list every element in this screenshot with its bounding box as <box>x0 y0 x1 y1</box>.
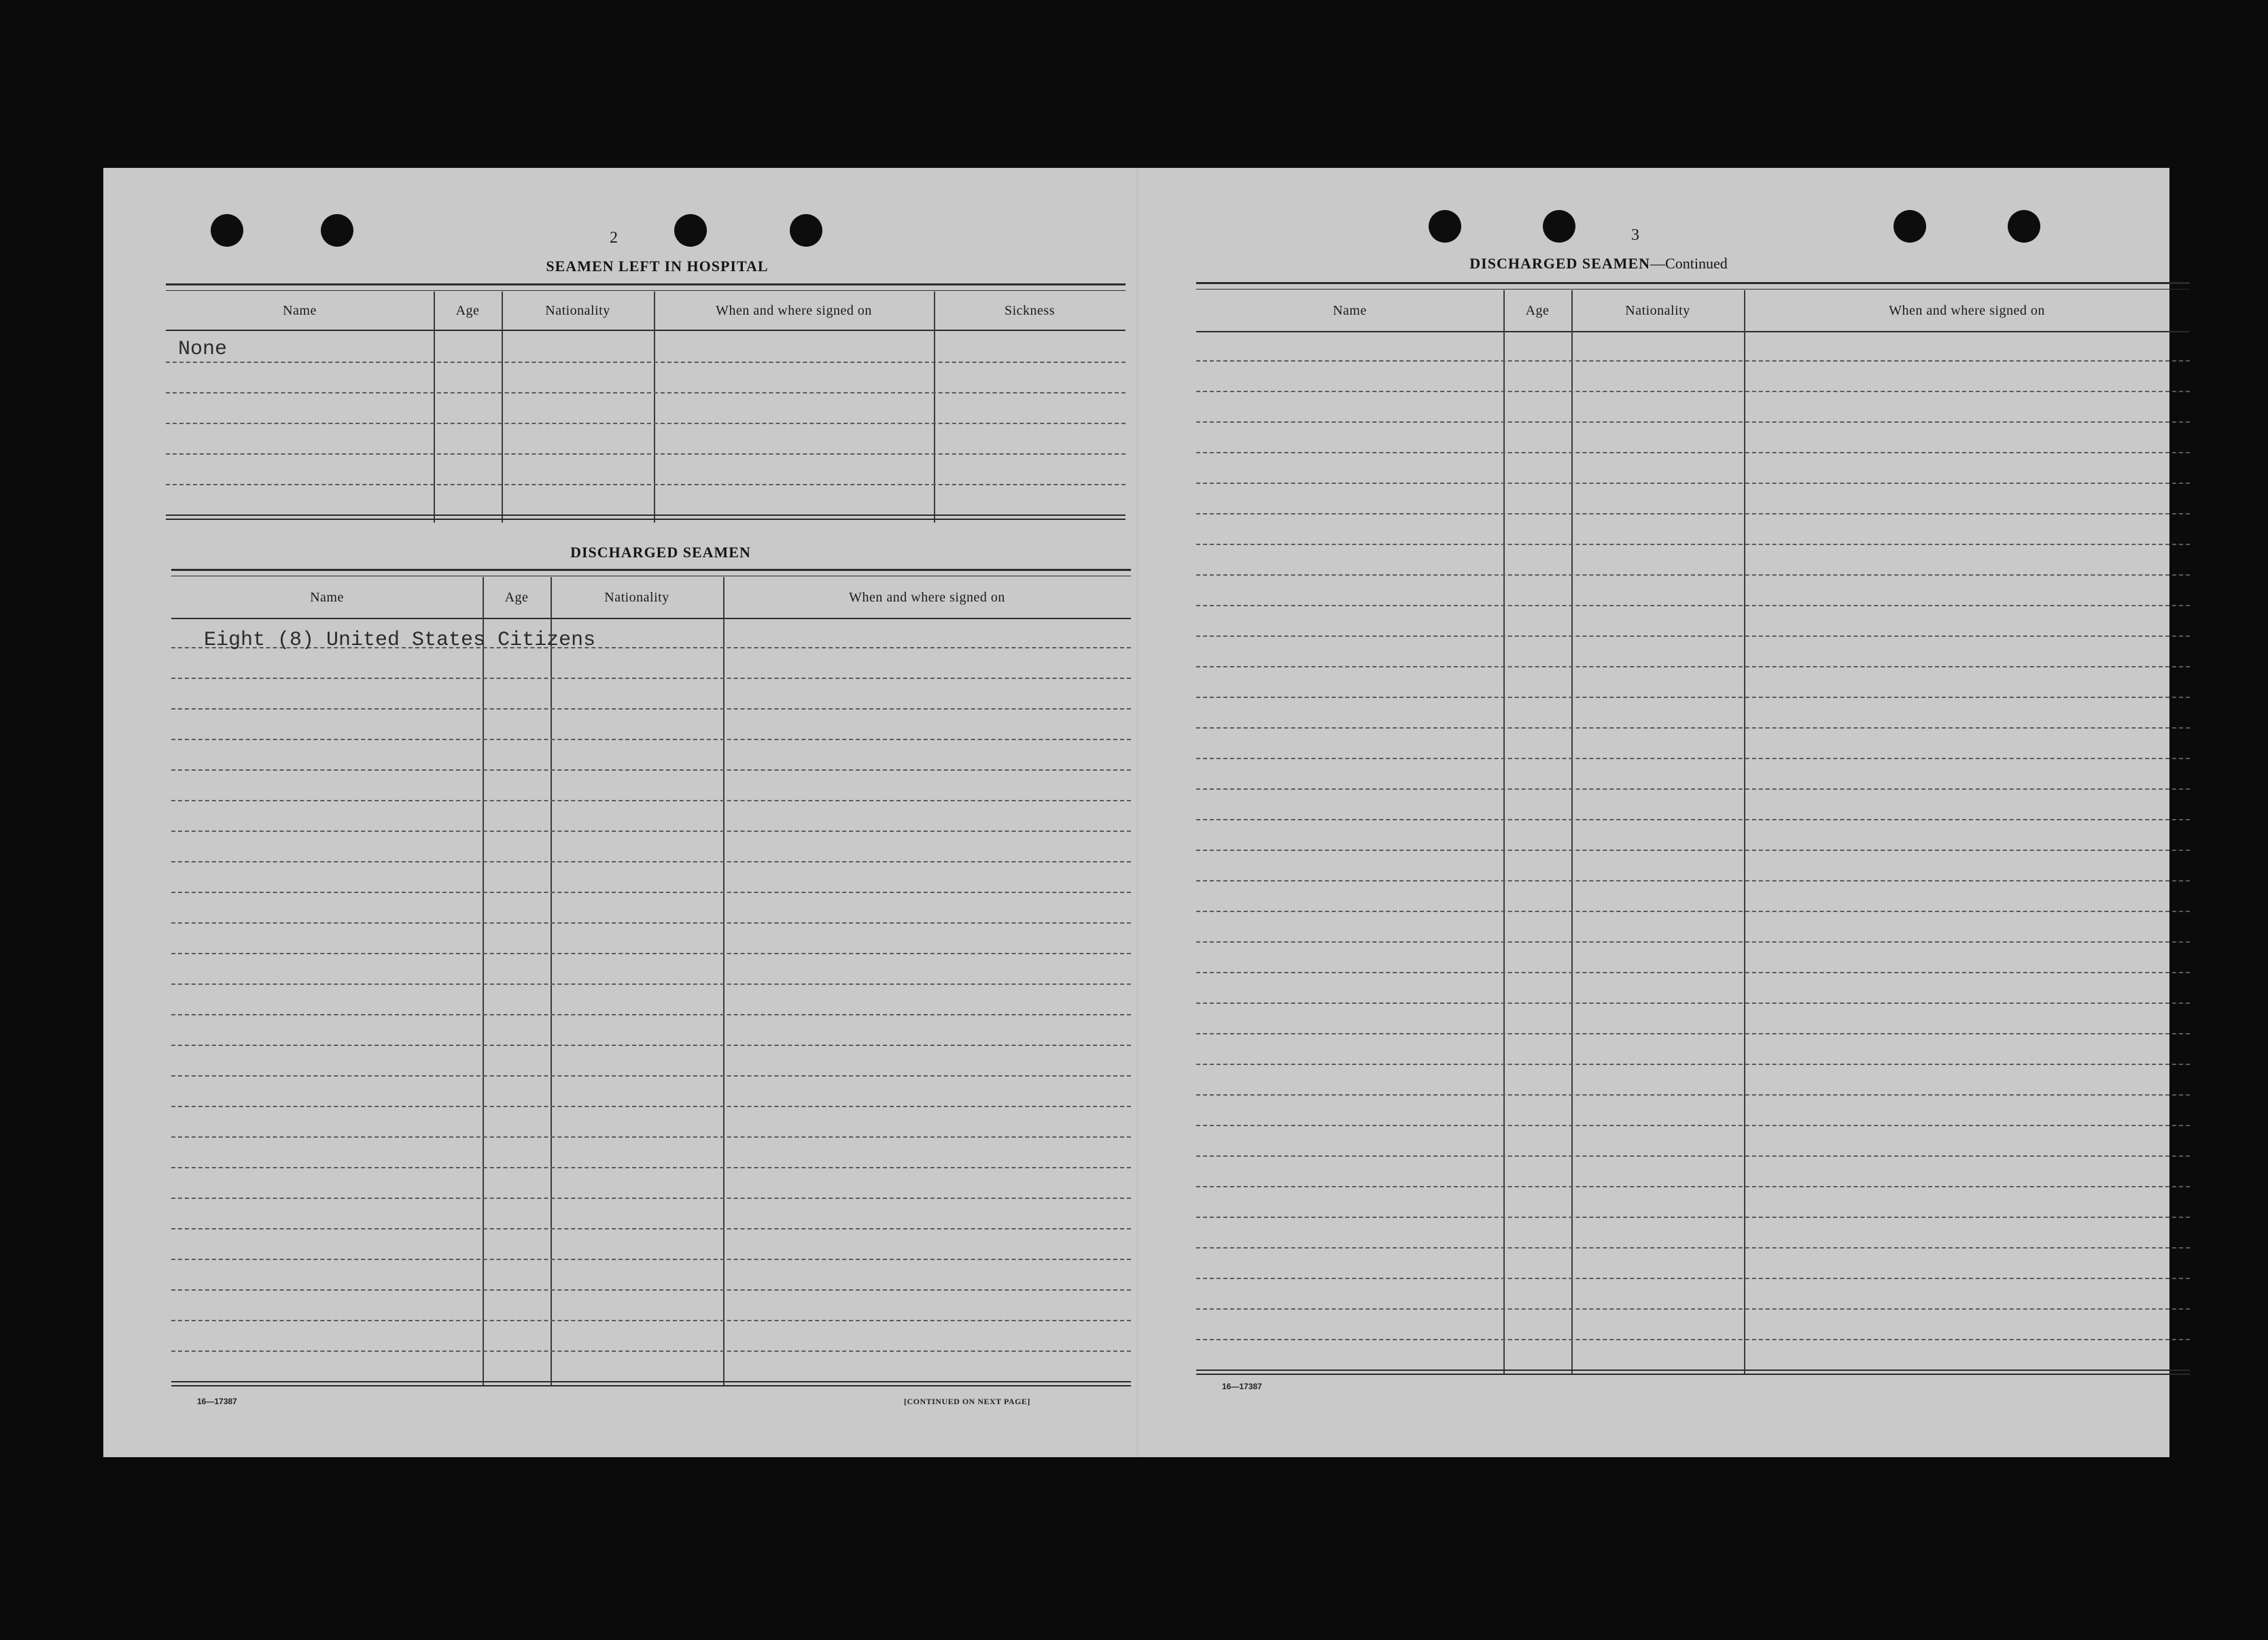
row-line <box>1196 544 2190 545</box>
table-top-rule <box>171 569 1131 576</box>
row-line <box>166 453 1126 455</box>
row-line <box>171 1136 1131 1138</box>
row-line <box>171 1106 1131 1107</box>
row-line <box>171 800 1131 801</box>
discharged-entry-text: Eight (8) United States Citizens <box>204 629 596 652</box>
col-header-age: Age <box>504 589 529 605</box>
punch-hole <box>1429 210 1461 243</box>
row-line <box>1196 1155 2190 1157</box>
discharged-continued-title-main: DISCHARGED SEAMEN <box>1469 255 1651 272</box>
row-line <box>1196 941 2190 943</box>
row-line <box>171 1045 1131 1046</box>
col-header-signed-on: When and where signed on <box>1889 302 2045 318</box>
row-line <box>166 362 1126 363</box>
row-line <box>1196 1308 2190 1310</box>
row-line <box>171 953 1131 954</box>
row-line <box>171 1289 1131 1291</box>
punch-hole <box>321 214 353 247</box>
col-header-name: Name <box>283 302 317 318</box>
column-divider <box>434 292 435 523</box>
col-header-name: Name <box>1333 302 1367 318</box>
column-divider <box>723 577 725 1386</box>
discharged-section-title: DISCHARGED SEAMEN <box>570 544 751 561</box>
form-number-left: 16—17387 <box>197 1397 237 1406</box>
col-header-signed-on: When and where signed on <box>849 589 1005 605</box>
continued-note: [CONTINUED ON NEXT PAGE] <box>904 1397 1030 1406</box>
row-line <box>171 922 1131 924</box>
col-header-nationality: Nationality <box>604 589 669 605</box>
column-divider <box>483 577 484 1386</box>
row-line <box>171 769 1131 771</box>
row-line <box>1196 819 2190 820</box>
row-line <box>171 1167 1131 1168</box>
row-line <box>1196 513 2190 514</box>
row-line <box>1196 1033 2190 1034</box>
punch-hole <box>1543 210 1575 243</box>
col-header-age: Age <box>1525 302 1550 318</box>
column-divider <box>654 292 655 523</box>
col-header-sickness: Sickness <box>1005 302 1055 318</box>
row-line <box>171 708 1131 710</box>
discharged-table-left <box>171 569 1131 1384</box>
punch-hole <box>790 214 822 247</box>
row-line <box>1196 452 2190 453</box>
row-line <box>1196 1125 2190 1126</box>
table-header <box>1196 290 2190 332</box>
row-line <box>1196 1186 2190 1187</box>
column-divider <box>934 292 935 523</box>
table-bottom-rule <box>1196 1369 2190 1375</box>
row-line <box>1196 758 2190 759</box>
punch-hole <box>1894 210 1926 243</box>
row-line <box>171 739 1131 740</box>
row-line <box>171 678 1131 679</box>
col-header-age: Age <box>455 302 480 318</box>
col-header-nationality: Nationality <box>1625 302 1690 318</box>
row-line <box>1196 880 2190 882</box>
row-line <box>1196 972 2190 973</box>
row-line <box>171 1228 1131 1229</box>
column-divider <box>551 577 552 1386</box>
col-header-nationality: Nationality <box>545 302 610 318</box>
row-line <box>1196 360 2190 362</box>
row-line <box>1196 850 2190 851</box>
row-line <box>1196 727 2190 729</box>
continued-suffix: —Continued <box>1650 255 1728 272</box>
row-line <box>1196 666 2190 667</box>
table-bottom-rule <box>166 514 1126 520</box>
row-line <box>171 1075 1131 1077</box>
column-divider <box>502 292 503 523</box>
page-fold <box>1136 168 1138 1457</box>
punch-hole <box>211 214 243 247</box>
punch-hole <box>674 214 707 247</box>
row-line <box>1196 1278 2190 1279</box>
row-line <box>171 1259 1131 1260</box>
row-line <box>171 1320 1131 1321</box>
row-line <box>1196 1002 2190 1004</box>
discharged-table-right <box>1196 282 2190 1369</box>
row-line <box>171 1350 1131 1352</box>
row-line <box>1196 1247 2190 1249</box>
row-line <box>1196 391 2190 392</box>
table-top-rule <box>166 283 1126 291</box>
row-line <box>171 983 1131 985</box>
page-number-left: 2 <box>610 229 618 247</box>
scanned-document <box>103 168 2169 1457</box>
row-line <box>1196 1217 2190 1218</box>
row-line <box>1196 1094 2190 1096</box>
table-header <box>166 292 1126 331</box>
punch-hole <box>2008 210 2040 243</box>
row-line <box>166 423 1126 424</box>
row-line <box>1196 1064 2190 1065</box>
row-line <box>1196 483 2190 484</box>
table-top-rule <box>1196 282 2190 290</box>
row-line <box>166 484 1126 485</box>
hospital-entry-text: None <box>178 338 228 361</box>
row-line <box>1196 1339 2190 1340</box>
hospital-table <box>166 283 1126 419</box>
row-line <box>171 1014 1131 1015</box>
row-line <box>171 831 1131 832</box>
row-line <box>171 892 1131 893</box>
row-line <box>171 861 1131 862</box>
row-line <box>1196 605 2190 606</box>
table-header <box>171 577 1131 619</box>
row-line <box>166 392 1126 394</box>
page-number-right: 3 <box>1631 226 1639 244</box>
row-line <box>1196 697 2190 698</box>
row-line <box>1196 635 2190 637</box>
col-header-name: Name <box>310 589 344 605</box>
hospital-section-title: SEAMEN LEFT IN HOSPITAL <box>546 258 769 275</box>
row-line <box>1196 574 2190 576</box>
discharged-continued-title <box>1449 255 1748 273</box>
row-line <box>1196 911 2190 912</box>
row-line <box>1196 421 2190 423</box>
form-number-right: 16—17387 <box>1222 1382 1262 1391</box>
table-bottom-rule <box>171 1381 1131 1386</box>
row-line <box>1196 788 2190 790</box>
row-line <box>171 1198 1131 1199</box>
col-header-signed-on: When and where signed on <box>716 302 872 318</box>
